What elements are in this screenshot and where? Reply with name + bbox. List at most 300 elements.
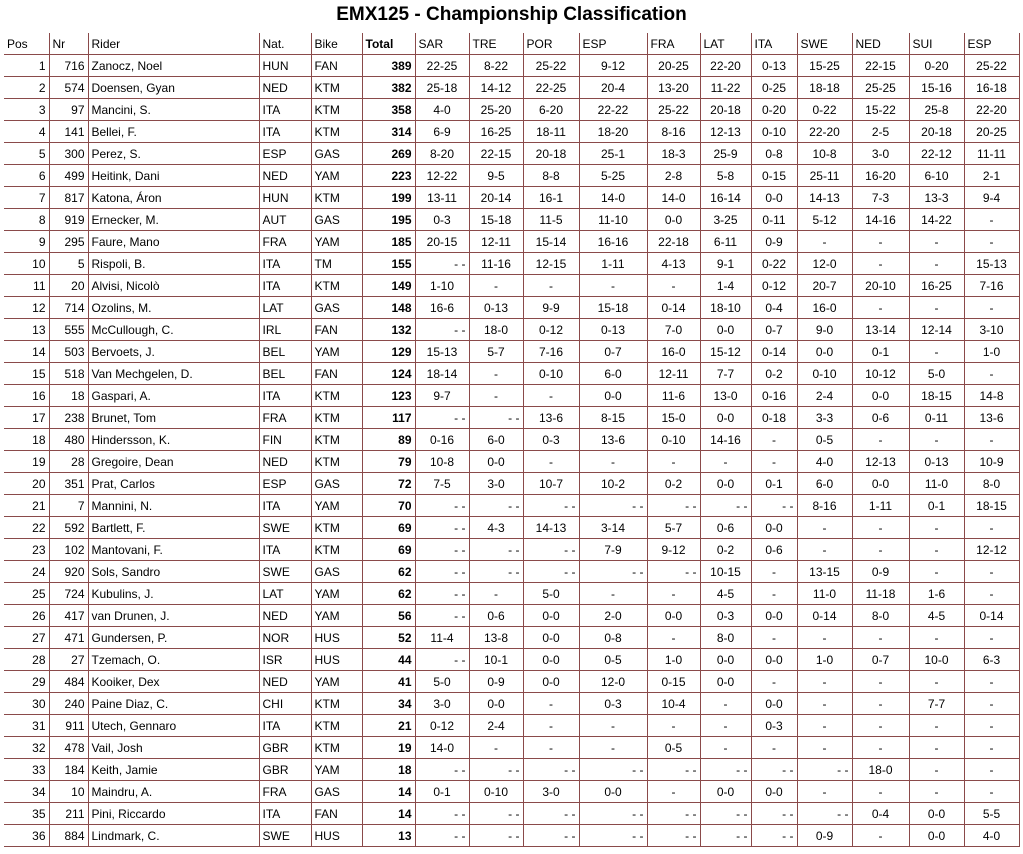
table-body (4, 55, 1019, 847)
cell-result-fra: 15-0 (647, 407, 700, 429)
cell-total: 14 (362, 803, 415, 825)
cell-result-swe: - (797, 539, 852, 561)
page-title: EMX125 - Championship Classification (336, 4, 687, 25)
cell-result-ita: - (751, 451, 797, 473)
cell-result-lat: 22-20 (700, 55, 751, 77)
cell-result-sui: - (909, 231, 964, 253)
cell-nat: AUT (259, 209, 311, 231)
cell-nr: 919 (49, 209, 88, 231)
cell-result-ned: - (852, 737, 909, 759)
cell-result-por: 14-13 (523, 517, 579, 539)
cell-result-esp2: - (964, 297, 1019, 319)
cell-total: 13 (362, 825, 415, 847)
table-row (4, 539, 1019, 561)
cell-result-sui: 0-0 (909, 825, 964, 847)
cell-result-lat: 0-0 (700, 671, 751, 693)
cell-rider: Kubulins, J. (88, 583, 259, 605)
cell-result-esp: 2-0 (579, 605, 647, 627)
cell-bike: YAM (311, 583, 362, 605)
cell-result-esp2: 6-3 (964, 649, 1019, 671)
cell-result-por: 22-25 (523, 77, 579, 99)
cell-result-tre: 12-11 (469, 231, 523, 253)
table-row (4, 693, 1019, 715)
cell-pos: 20 (4, 473, 49, 495)
cell-nat: ESP (259, 143, 311, 165)
cell-result-por: - - (523, 803, 579, 825)
cell-result-ned: 0-4 (852, 803, 909, 825)
cell-result-sui: 5-0 (909, 363, 964, 385)
cell-result-sui: 25-8 (909, 99, 964, 121)
cell-nat: BEL (259, 363, 311, 385)
cell-result-sar: 7-5 (415, 473, 469, 495)
cell-pos: 13 (4, 319, 49, 341)
cell-nr: 484 (49, 671, 88, 693)
cell-result-por: 16-1 (523, 187, 579, 209)
cell-result-ned: 14-16 (852, 209, 909, 231)
cell-result-esp: - - (579, 803, 647, 825)
table-row (4, 99, 1019, 121)
cell-result-lat: 0-0 (700, 781, 751, 803)
cell-result-swe: 0-9 (797, 825, 852, 847)
cell-result-lat: 5-8 (700, 165, 751, 187)
cell-result-swe: 11-0 (797, 583, 852, 605)
cell-result-sar: - - (415, 539, 469, 561)
cell-nr: 7 (49, 495, 88, 517)
table-row (4, 385, 1019, 407)
cell-rider: Paine Diaz, C. (88, 693, 259, 715)
cell-result-esp: 0-3 (579, 693, 647, 715)
cell-rider: Kooiker, Dex (88, 671, 259, 693)
cell-result-esp2: 9-4 (964, 187, 1019, 209)
cell-result-por: 0-0 (523, 671, 579, 693)
cell-result-fra: - (647, 715, 700, 737)
cell-rider: Heitink, Dani (88, 165, 259, 187)
cell-result-tre: 6-0 (469, 429, 523, 451)
cell-total: 89 (362, 429, 415, 451)
cell-result-esp2: 10-9 (964, 451, 1019, 473)
cell-pos: 1 (4, 55, 49, 77)
cell-nr: 574 (49, 77, 88, 99)
cell-total: 70 (362, 495, 415, 517)
cell-total: 132 (362, 319, 415, 341)
cell-nat: NED (259, 671, 311, 693)
cell-result-tre: - - (469, 803, 523, 825)
cell-result-sar: 0-1 (415, 781, 469, 803)
cell-result-sar: - - (415, 759, 469, 781)
cell-result-ita: 0-0 (751, 517, 797, 539)
cell-total: 199 (362, 187, 415, 209)
cell-result-sar: 14-0 (415, 737, 469, 759)
cell-result-sui: 0-13 (909, 451, 964, 473)
cell-nat: NOR (259, 627, 311, 649)
cell-result-esp2: 22-20 (964, 99, 1019, 121)
cell-result-esp: - (579, 715, 647, 737)
cell-bike: KTM (311, 693, 362, 715)
cell-result-ita: 0-8 (751, 143, 797, 165)
cell-result-esp: 11-10 (579, 209, 647, 231)
cell-total: 69 (362, 517, 415, 539)
cell-result-ita: 0-25 (751, 77, 797, 99)
cell-result-sui: - (909, 429, 964, 451)
cell-nat: NED (259, 77, 311, 99)
cell-result-ned: 15-22 (852, 99, 909, 121)
cell-nr: 102 (49, 539, 88, 561)
cell-result-tre: 0-6 (469, 605, 523, 627)
cell-total: 21 (362, 715, 415, 737)
cell-result-swe: - (797, 737, 852, 759)
cell-pos: 4 (4, 121, 49, 143)
cell-result-ned: 22-15 (852, 55, 909, 77)
cell-result-fra: 12-11 (647, 363, 700, 385)
cell-bike: GAS (311, 297, 362, 319)
cell-bike: YAM (311, 605, 362, 627)
cell-result-esp: - - (579, 759, 647, 781)
cell-result-esp: - (579, 583, 647, 605)
col-header-fra: FRA (647, 33, 700, 55)
table-row (4, 561, 1019, 583)
cell-result-esp: - - (579, 825, 647, 847)
cell-result-ned: 20-10 (852, 275, 909, 297)
cell-total: 19 (362, 737, 415, 759)
cell-total: 123 (362, 385, 415, 407)
cell-result-sar: - - (415, 495, 469, 517)
cell-result-lat: 18-10 (700, 297, 751, 319)
cell-result-sar: 15-13 (415, 341, 469, 363)
col-header-lat: LAT (700, 33, 751, 55)
cell-bike: YAM (311, 165, 362, 187)
cell-result-esp: 0-13 (579, 319, 647, 341)
cell-result-tre: 25-20 (469, 99, 523, 121)
cell-total: 62 (362, 561, 415, 583)
cell-result-sar: 0-3 (415, 209, 469, 231)
cell-result-tre: 0-9 (469, 671, 523, 693)
cell-nat: ITA (259, 495, 311, 517)
cell-result-fra: - (647, 583, 700, 605)
cell-result-swe: 0-14 (797, 605, 852, 627)
cell-result-ned: 16-20 (852, 165, 909, 187)
cell-bike: KTM (311, 517, 362, 539)
cell-bike: YAM (311, 231, 362, 253)
cell-result-por: 12-15 (523, 253, 579, 275)
cell-result-sar: 25-18 (415, 77, 469, 99)
cell-result-sui: 12-14 (909, 319, 964, 341)
cell-result-ned: 10-12 (852, 363, 909, 385)
cell-result-esp2: - (964, 209, 1019, 231)
table-row (4, 363, 1019, 385)
cell-result-sui: 0-11 (909, 407, 964, 429)
cell-result-ita: 0-0 (751, 693, 797, 715)
cell-result-fra: 16-0 (647, 341, 700, 363)
table-row (4, 55, 1019, 77)
cell-result-por: - (523, 275, 579, 297)
cell-result-por: - - (523, 561, 579, 583)
cell-nr: 300 (49, 143, 88, 165)
cell-nr: 351 (49, 473, 88, 495)
cell-nr: 417 (49, 605, 88, 627)
cell-result-sar: - - (415, 561, 469, 583)
cell-result-por: 10-7 (523, 473, 579, 495)
cell-total: 72 (362, 473, 415, 495)
cell-rider: Bartlett, F. (88, 517, 259, 539)
cell-result-ned: - (852, 539, 909, 561)
cell-result-sar: 3-0 (415, 693, 469, 715)
table-row (4, 253, 1019, 275)
cell-nr: 911 (49, 715, 88, 737)
cell-result-sar: 5-0 (415, 671, 469, 693)
cell-result-esp2: 7-16 (964, 275, 1019, 297)
cell-nat: HUN (259, 55, 311, 77)
cell-result-sar: 0-16 (415, 429, 469, 451)
cell-pos: 26 (4, 605, 49, 627)
cell-result-por: 0-0 (523, 649, 579, 671)
cell-result-sui: 14-22 (909, 209, 964, 231)
cell-nat: SWE (259, 561, 311, 583)
cell-result-por: - - (523, 539, 579, 561)
cell-result-esp: - - (579, 495, 647, 517)
cell-result-esp: - (579, 737, 647, 759)
cell-result-ita: 0-3 (751, 715, 797, 737)
cell-total: 195 (362, 209, 415, 231)
cell-result-ita: - - (751, 759, 797, 781)
cell-result-fra: 5-7 (647, 517, 700, 539)
cell-result-tre: 14-12 (469, 77, 523, 99)
cell-result-por: 0-0 (523, 627, 579, 649)
cell-result-tre: 22-15 (469, 143, 523, 165)
cell-rider: Gregoire, Dean (88, 451, 259, 473)
cell-result-por: 25-22 (523, 55, 579, 77)
cell-bike: GAS (311, 781, 362, 803)
cell-result-ned: - (852, 693, 909, 715)
cell-nr: 10 (49, 781, 88, 803)
cell-pos: 8 (4, 209, 49, 231)
cell-result-ita: 0-14 (751, 341, 797, 363)
table-row (4, 451, 1019, 473)
cell-result-esp: 5-25 (579, 165, 647, 187)
table-row (4, 803, 1019, 825)
col-header-ita: ITA (751, 33, 797, 55)
cell-pos: 6 (4, 165, 49, 187)
cell-result-lat: 25-9 (700, 143, 751, 165)
cell-result-swe: 13-15 (797, 561, 852, 583)
cell-result-sui: 4-5 (909, 605, 964, 627)
cell-bike: YAM (311, 671, 362, 693)
cell-result-lat: 7-7 (700, 363, 751, 385)
cell-nr: 724 (49, 583, 88, 605)
cell-result-esp: 22-22 (579, 99, 647, 121)
cell-result-sui: - (909, 737, 964, 759)
cell-result-esp: 18-20 (579, 121, 647, 143)
table-row (4, 781, 1019, 803)
cell-result-fra: 0-2 (647, 473, 700, 495)
cell-result-por: 13-6 (523, 407, 579, 429)
cell-nat: CHI (259, 693, 311, 715)
cell-result-ita: 0-0 (751, 187, 797, 209)
cell-result-sui: - (909, 671, 964, 693)
cell-result-esp2: 18-15 (964, 495, 1019, 517)
cell-rider: Sols, Sandro (88, 561, 259, 583)
cell-bike: GAS (311, 561, 362, 583)
cell-pos: 22 (4, 517, 49, 539)
cell-pos: 14 (4, 341, 49, 363)
cell-result-sar: 22-25 (415, 55, 469, 77)
table-row (4, 605, 1019, 627)
cell-result-sui: 6-10 (909, 165, 964, 187)
cell-total: 79 (362, 451, 415, 473)
cell-result-sar: - - (415, 253, 469, 275)
cell-result-lat: 12-13 (700, 121, 751, 143)
cell-rider: Gundersen, P. (88, 627, 259, 649)
cell-result-sar: - - (415, 649, 469, 671)
cell-result-tre: 10-1 (469, 649, 523, 671)
cell-nat: SWE (259, 825, 311, 847)
cell-pos: 10 (4, 253, 49, 275)
cell-result-lat: - (700, 451, 751, 473)
cell-rider: Alvisi, Nicolò (88, 275, 259, 297)
col-header-ned: NED (852, 33, 909, 55)
table-row (4, 77, 1019, 99)
cell-result-sar: 13-11 (415, 187, 469, 209)
cell-result-sar: 4-0 (415, 99, 469, 121)
col-header-sar: SAR (415, 33, 469, 55)
cell-result-fra: - - (647, 803, 700, 825)
table-row (4, 231, 1019, 253)
cell-nat: GBR (259, 737, 311, 759)
cell-result-sui: 20-18 (909, 121, 964, 143)
cell-result-fra: - - (647, 495, 700, 517)
cell-nat: NED (259, 451, 311, 473)
cell-nr: 480 (49, 429, 88, 451)
cell-result-fra: 25-22 (647, 99, 700, 121)
cell-result-por: - (523, 451, 579, 473)
cell-nr: 141 (49, 121, 88, 143)
cell-result-tre: 0-10 (469, 781, 523, 803)
cell-total: 148 (362, 297, 415, 319)
cell-nr: 184 (49, 759, 88, 781)
cell-result-esp2: - (964, 231, 1019, 253)
col-header-rider: Rider (88, 33, 259, 55)
cell-result-lat: 11-22 (700, 77, 751, 99)
cell-total: 18 (362, 759, 415, 781)
cell-nat: ITA (259, 539, 311, 561)
cell-result-tre: 8-22 (469, 55, 523, 77)
cell-result-lat: - - (700, 495, 751, 517)
cell-result-ned: - (852, 781, 909, 803)
cell-total: 382 (362, 77, 415, 99)
cell-result-esp: 12-0 (579, 671, 647, 693)
table-row (4, 583, 1019, 605)
cell-rider: Bervoets, J. (88, 341, 259, 363)
cell-result-sui: 0-20 (909, 55, 964, 77)
col-header-total: Total (362, 33, 415, 55)
cell-total: 34 (362, 693, 415, 715)
cell-result-fra: 10-4 (647, 693, 700, 715)
cell-result-ita: - (751, 671, 797, 693)
table-row (4, 825, 1019, 847)
cell-nr: 295 (49, 231, 88, 253)
cell-result-esp: 0-8 (579, 627, 647, 649)
cell-rider: Ernecker, M. (88, 209, 259, 231)
cell-result-sui: - (909, 561, 964, 583)
cell-nat: LAT (259, 297, 311, 319)
cell-result-tre: - - (469, 495, 523, 517)
table-row (4, 671, 1019, 693)
cell-result-fra: 4-13 (647, 253, 700, 275)
cell-result-swe: 10-8 (797, 143, 852, 165)
cell-result-lat: 0-0 (700, 649, 751, 671)
cell-pos: 30 (4, 693, 49, 715)
cell-result-esp2: 11-11 (964, 143, 1019, 165)
cell-total: 223 (362, 165, 415, 187)
cell-result-sui: 15-16 (909, 77, 964, 99)
cell-result-esp: 10-2 (579, 473, 647, 495)
cell-nr: 884 (49, 825, 88, 847)
cell-result-sar: 10-8 (415, 451, 469, 473)
cell-result-por: - (523, 693, 579, 715)
cell-result-tre: - - (469, 561, 523, 583)
cell-total: 129 (362, 341, 415, 363)
cell-bike: GAS (311, 209, 362, 231)
cell-result-esp: 6-0 (579, 363, 647, 385)
cell-result-esp: 15-18 (579, 297, 647, 319)
cell-nr: 817 (49, 187, 88, 209)
cell-result-lat: 1-4 (700, 275, 751, 297)
cell-result-esp: - (579, 451, 647, 473)
cell-result-por: - (523, 385, 579, 407)
cell-result-fra: 22-18 (647, 231, 700, 253)
cell-nr: 716 (49, 55, 88, 77)
table-row (4, 187, 1019, 209)
cell-result-ita: - - (751, 825, 797, 847)
cell-pos: 19 (4, 451, 49, 473)
cell-total: 62 (362, 583, 415, 605)
cell-result-ita: - - (751, 803, 797, 825)
cell-rider: Keith, Jamie (88, 759, 259, 781)
cell-total: 389 (362, 55, 415, 77)
cell-result-sui: 7-7 (909, 693, 964, 715)
cell-result-lat: - (700, 715, 751, 737)
cell-total: 149 (362, 275, 415, 297)
cell-rider: Mancini, S. (88, 99, 259, 121)
cell-result-swe: 18-18 (797, 77, 852, 99)
cell-bike: KTM (311, 407, 362, 429)
cell-result-fra: 1-0 (647, 649, 700, 671)
cell-nat: LAT (259, 583, 311, 605)
cell-result-fra: 7-0 (647, 319, 700, 341)
cell-result-ned: - (852, 517, 909, 539)
col-header-pos: Pos (4, 33, 49, 55)
col-header-nat: Nat. (259, 33, 311, 55)
cell-result-fra: 11-6 (647, 385, 700, 407)
cell-result-fra: 0-15 (647, 671, 700, 693)
cell-result-ned: - (852, 231, 909, 253)
cell-result-por: 7-16 (523, 341, 579, 363)
cell-pos: 9 (4, 231, 49, 253)
cell-result-esp2: 3-10 (964, 319, 1019, 341)
cell-result-sui: 11-0 (909, 473, 964, 495)
cell-rider: Utech, Gennaro (88, 715, 259, 737)
cell-result-esp2: - (964, 583, 1019, 605)
cell-result-swe: - (797, 671, 852, 693)
cell-result-ned: 18-0 (852, 759, 909, 781)
cell-rider: Mantovani, F. (88, 539, 259, 561)
cell-result-por: 5-0 (523, 583, 579, 605)
cell-result-fra: 0-5 (647, 737, 700, 759)
cell-bike: TM (311, 253, 362, 275)
cell-nat: ITA (259, 121, 311, 143)
cell-result-por: - (523, 737, 579, 759)
cell-result-tre: 9-5 (469, 165, 523, 187)
cell-result-tre: 3-0 (469, 473, 523, 495)
